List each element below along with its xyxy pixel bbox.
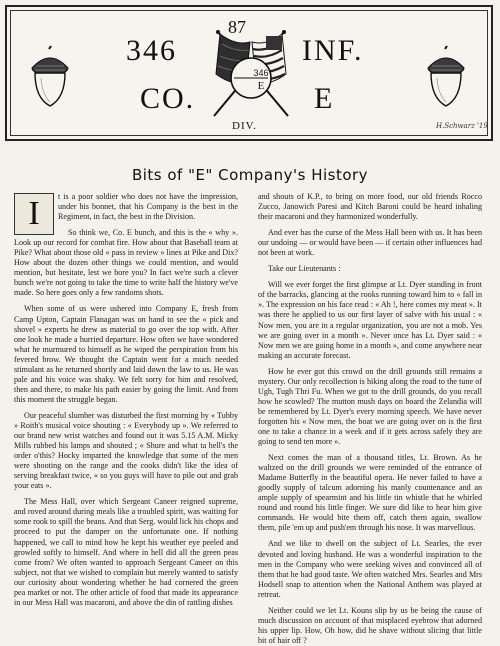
badge-number: 346 (253, 68, 269, 78)
division-number: 87 (228, 17, 246, 37)
paragraph: Our peaceful slumber was disturbed the first morning by « Tubby » Roith's musical voice shouting : « Everybody up ». We referred to our brand new wrist watches and found out it was 5.15 A.M. Micky Mills rubbed his lamps and shouted ; « Shure and what ta hell's the order o'this? Hocky imparted the knowledge that some of the men were shooting on the range and the cooks didn't like the idea of serving breakfast twice, « so you guys will have to pile out and grab your eats ». (14, 410, 238, 491)
paragraph: So think we, Co. E bunch, and this is the « why ». Look up our record for combat fire. How about that Baseball team at Pike? What about those old « pass in review » lines at Pike and Dix? How about the dozen other things we could mention, and would mention, but hesitate, lest we bore you? In fact we're such a clever bunch we're not going to take the time to write half the history we've made. So here goes only a few randoms shots. (14, 228, 238, 298)
paragraph: And we like to dwell on the subject of Lt. Searles, the ever devoted and loving husband. He was a wonderful inspiration to the men in the Company who were seeking wives and convinced all of them that he had good taste. We often watched Mrs. Searles and Mrs Hodsell snap to attention when the National Anthem was played at retreat. (258, 539, 482, 599)
paragraph: and shouts of K.P., to bring on more food, our old friends Rocco Zucco, Janowich Paresi and Kitch Baroni could be heard inhaling their macaroni and they harmonized wonderfully. (258, 192, 482, 222)
paragraph: Will we ever forget the first glimpse at Lt. Dyer standing in front of the barracks, glancing at the rooks running toward him to « fall in ». The expression on his face read : « Ah !, here comes my meat ». It was there he applied to us our first layer of salve with his usual : « Now men, you are in a regular organization, you are not a mob. Yes we are going over in a month ». Never once has Lt. Dyer said : « Now men we are going home in a month », and come anywhere near making an accurate forecast. (258, 280, 482, 360)
drop-cap: I (14, 193, 54, 235)
paragraph: The Mess Hall, over which Sergeant Caneer reigned supreme, and roved around during meals like a troubled spirit, was waiting for some rook to spill the beans. And that Serg. would lick his chops and proceed to put the damper on the unfortunate one. If nothing happened, we call to mind how he kept his weather eye peeled and growled softly to himself. And where in hell did all the green peas come from? We often wanted to approach Sergeant Caneer on this subject, not that we wished to complain but merely wanted to satisfy our curiosity about wondering whether he had cornered the green pea market or not. The other article of food that made its appearance in our Mess Hall was macaroni, and above the din of rattling dishes (14, 497, 238, 607)
article-title: Bits of "E" Company's History (131, 166, 369, 184)
left-column (14, 192, 238, 640)
badge-letter: E (257, 80, 265, 92)
regiment-number: 346 (126, 34, 177, 67)
paragraph: Take our Lieutenants : (268, 264, 341, 274)
paragraph: And ever has the curse of the Mess Hall been with us. It has been our undoing — or would have been — if certain other influences had not been at work. (258, 228, 482, 258)
paragraph: Neither could we let Lt. Kouns slip by us be being the cause of much discussion on account of that misplaced eyebrow that adorned his upper lip. How, Oh how, did he shave without slicing that little bit of hair off ? (258, 605, 482, 645)
infantry-label: INF. (302, 34, 364, 67)
right-column (258, 192, 482, 645)
paragraph: I t is a poor soldier who does not have the impression, under his bonnet, that his Company is the best in the Regiment, in fact, the best in the Division. (14, 192, 238, 222)
company-label: CO. (140, 82, 196, 115)
company-letter: E (314, 82, 335, 115)
acorn-icon (28, 46, 72, 108)
paragraph: Next comes the man of a thousand titles, Lt. Brown. As he waltzed on the drill grounds we were reminded of the entrance of Madame Butterfly in the beautiful opera. He never failed to have a goodly supply of talcum adorning his manly countenance and an ample supply of spearmint and his little tin whistle that he whirled round and round his little finger. We sure did like to hear him give commands. He would bite them off, catch them again, swallow them, pile 'em up and push'em through his nose. It was marvellous. (258, 453, 482, 533)
paragraph: How he ever got this crowd on the drill grounds still remains a mystery. Our only recollection is hiking along the road to the tune of Ugh, Tugh Thri Fu. When we got to the drill grounds, do you recall how he scowled? The mutton mush days on board the Zelandia will be remembered by Lt. Dyer's every morning speech. We have never forgotten his « Now men, the boat we are going over on is the first one to take a chance in a week and if it gets across safely they are going to send ten more ». (258, 366, 482, 447)
division-label: DIV. (232, 120, 257, 132)
paragraph: When some of us were ushered into Company E, fresh from Camp Upton, Captain Flanagan was on hand to see the « pick and shovel » experts he drew as material to go over the top with. After one look he made a hurried departure. How often we have wondered what he murmured to himself as he wiped the perspiration from his fevered brow. We thought the Captain went for a much needed stimulant as he returned shortly and laid down the law to us. He was pale and his voice was shaky. We felt sorry for him and resolved, then and there, to make his path easier by going the limit. And from this moment the struggle began. (14, 304, 238, 404)
acorn-icon (424, 46, 468, 108)
artist-signature: H.Schwarz '19 (436, 122, 488, 130)
